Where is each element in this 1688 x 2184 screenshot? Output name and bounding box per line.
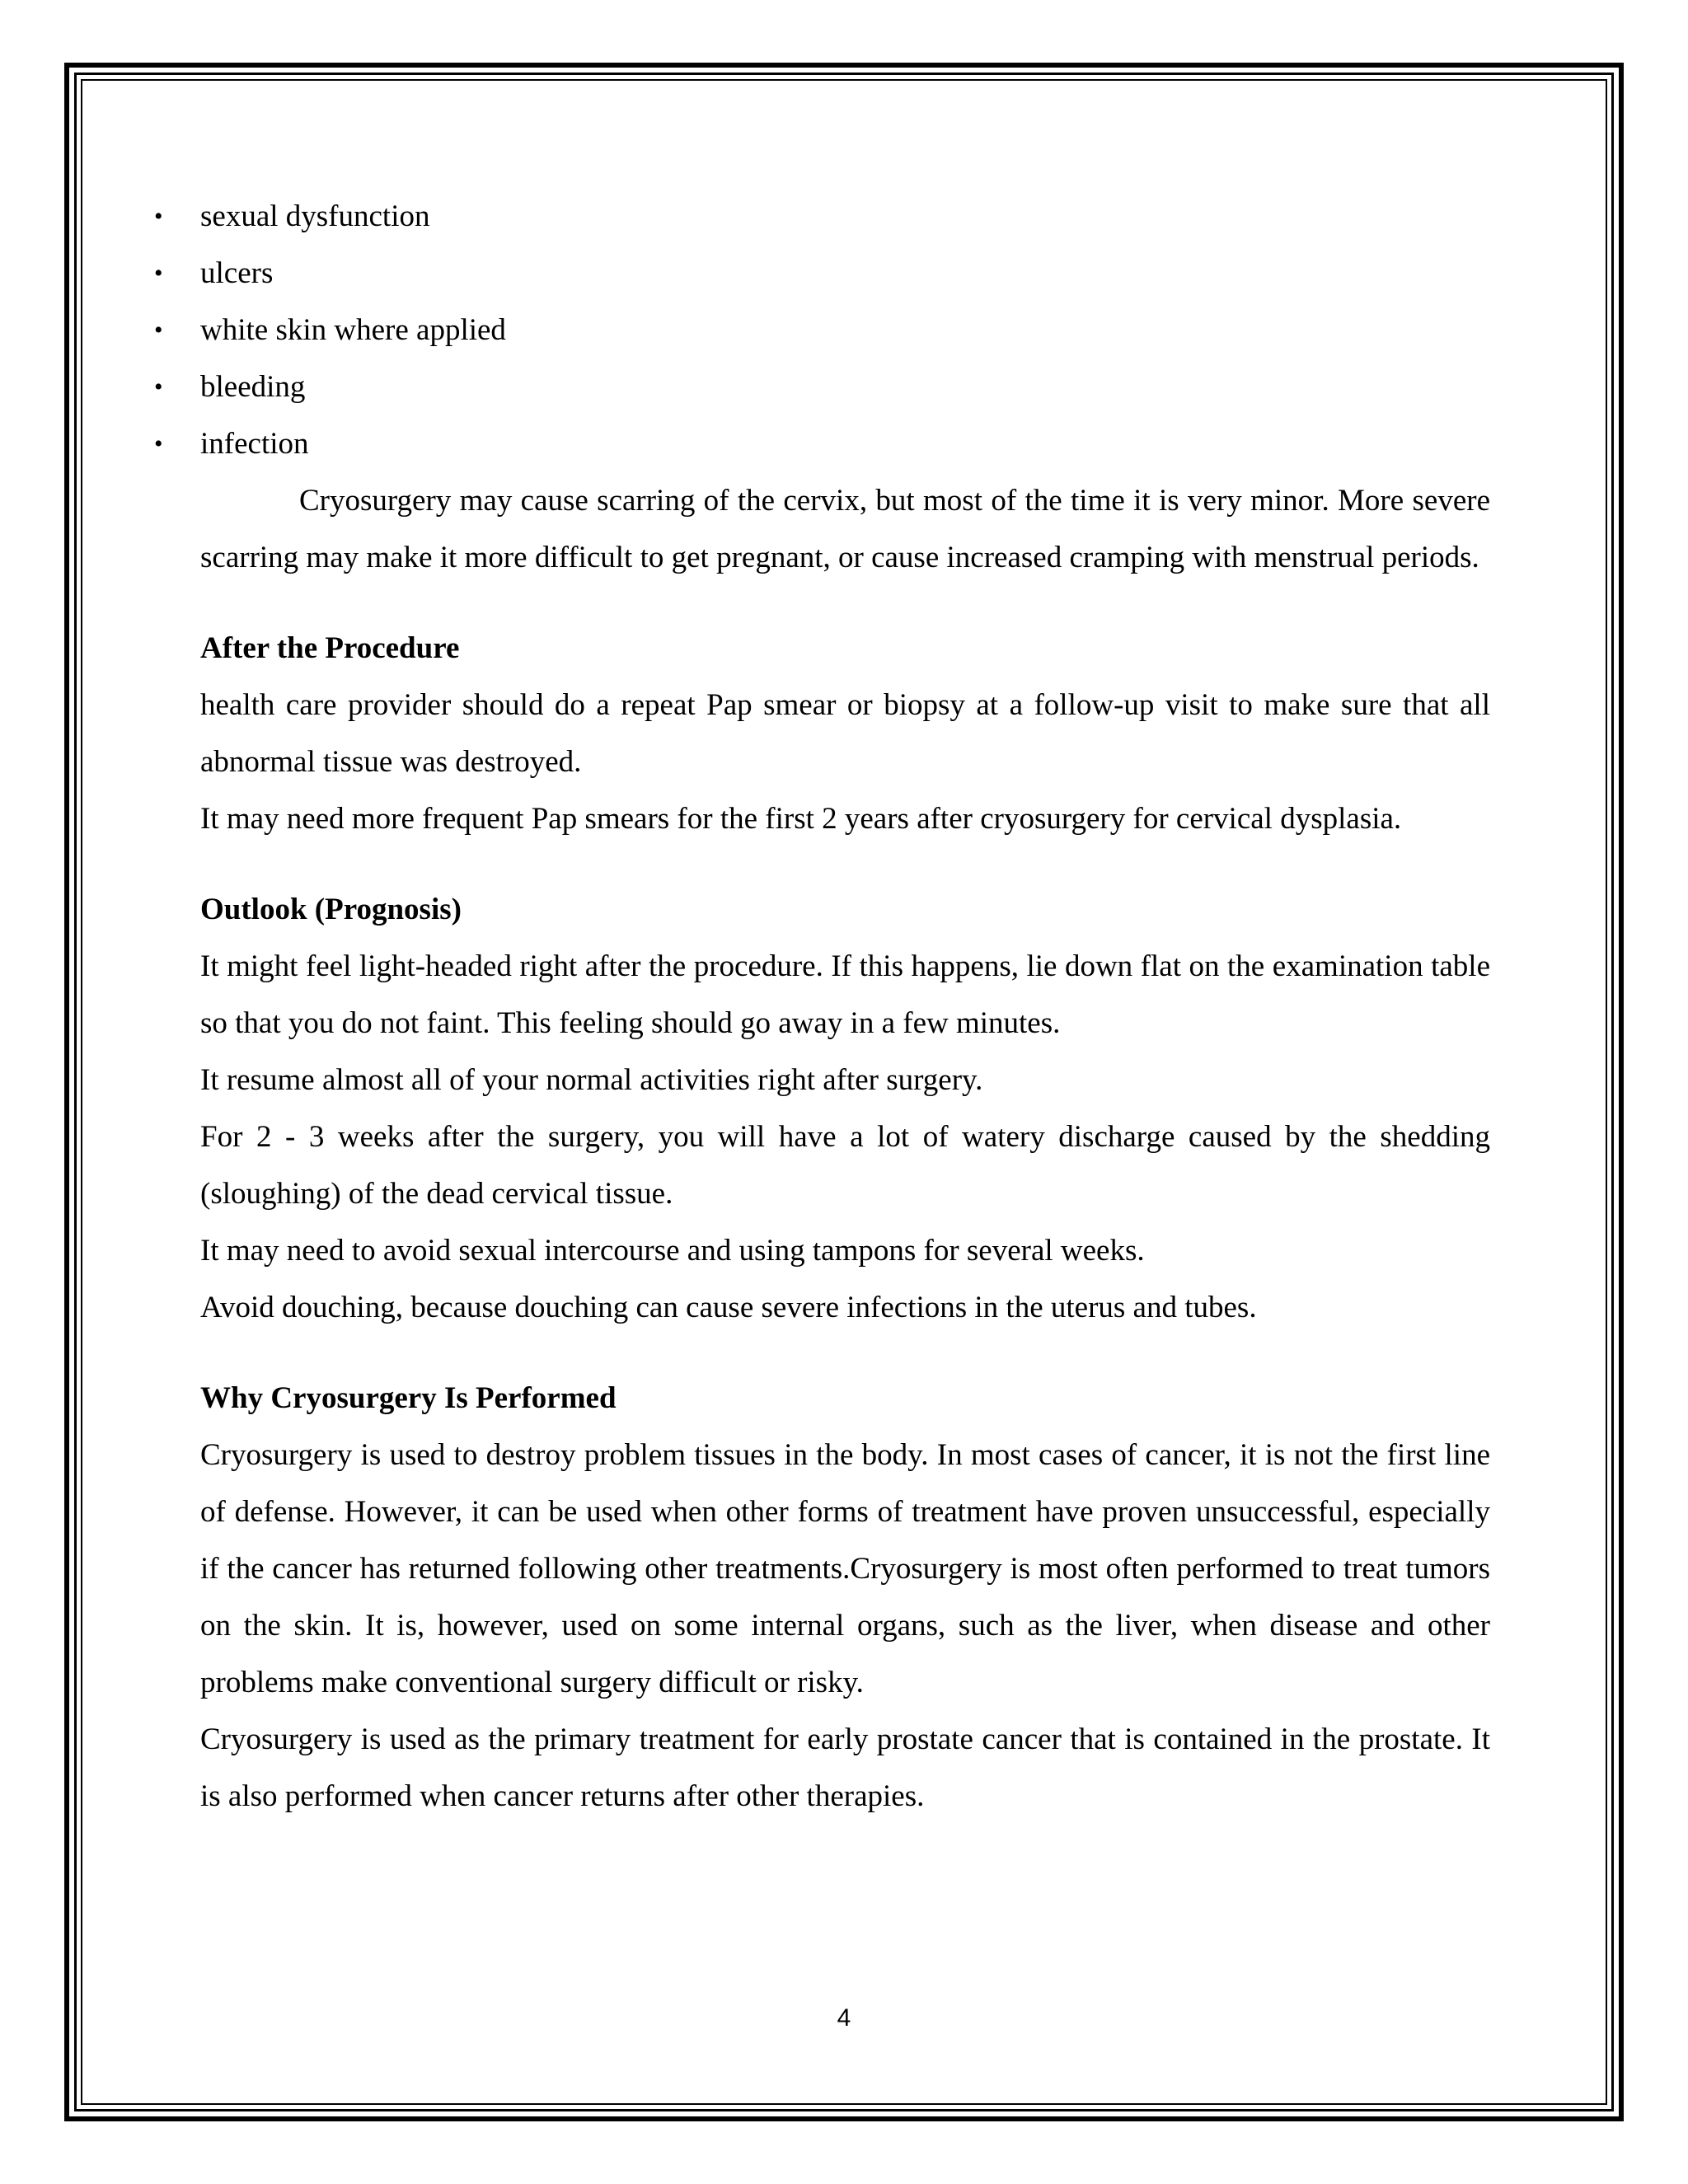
list-item bbox=[151, 302, 1490, 359]
scarring-paragraph: Cryosurgery may cause scarring of the cervix, but most of the time it is very minor. More severe scarring may make it more difficult to get pregnant, or cause increased cramping with menstrual periods. bbox=[200, 484, 1490, 574]
paragraph: Cryosurgery is used as the primary treatment for early prostate cancer that is contained in the prostate. It is also performed when cancer returns after other therapies. bbox=[200, 1722, 1490, 1813]
list-item bbox=[151, 359, 1490, 415]
list-item-text: white skin where applied bbox=[200, 313, 506, 347]
paragraph: Cryosurgery is used to destroy problem tissues in the body. In most cases of cancer, it is not the first line of defense. However, it can be used when other forms of treatment have proven unsuccessful, especially if the cancer has returned following other treatments.Cryosurgery is most often performed to treat tumors on the skin. It is, however, used on some internal organs, such as the liver, when disease and other problems make conventional surgery difficult or risky. bbox=[200, 1438, 1490, 1699]
bullet-icon: • bbox=[154, 260, 163, 287]
list-item-text: infection bbox=[200, 427, 309, 461]
paragraph: health care provider should do a repeat Pap smear or biopsy at a follow-up visit to make sure that all abnormal tissue was destroyed. bbox=[200, 688, 1490, 779]
paragraph: Avoid douching, because douching can cause severe infections in the uterus and tubes. bbox=[200, 1291, 1257, 1324]
document-body bbox=[151, 188, 1490, 1825]
paragraph: It might feel light-headed right after the procedure. If this happens, lie down flat on the examination table so that you do not faint. This feeling should go away in a few minutes. bbox=[200, 949, 1490, 1040]
section-heading-why-performed: Why Cryosurgery Is Performed bbox=[200, 1381, 617, 1415]
side-effects-list bbox=[151, 188, 1490, 472]
bullet-icon: • bbox=[154, 316, 163, 344]
paragraph: It resume almost all of your normal activities right after surgery. bbox=[200, 1063, 983, 1097]
section-heading-after-procedure: After the Procedure bbox=[200, 631, 460, 665]
paragraph: For 2 - 3 weeks after the surgery, you will have a lot of watery discharge caused by the shedding (sloughing) of the dead cervical tissue. bbox=[200, 1120, 1490, 1211]
list-item bbox=[151, 245, 1490, 302]
list-item-text: bleeding bbox=[200, 370, 306, 404]
page-number: 4 bbox=[837, 2004, 851, 2032]
paragraph: It may need more frequent Pap smears for the first 2 years after cryosurgery for cervical dysplasia. bbox=[200, 802, 1402, 836]
paragraph: It may need to avoid sexual intercourse and using tampons for several weeks. bbox=[200, 1234, 1145, 1268]
bullet-icon: • bbox=[154, 203, 163, 230]
section-heading-outlook: Outlook (Prognosis) bbox=[200, 893, 462, 926]
bullet-icon: • bbox=[154, 430, 163, 457]
list-item-text: ulcers bbox=[200, 256, 274, 290]
list-item-text: sexual dysfunction bbox=[200, 199, 430, 233]
list-item bbox=[151, 188, 1490, 245]
list-item bbox=[151, 415, 1490, 472]
bullet-icon: • bbox=[154, 373, 163, 401]
